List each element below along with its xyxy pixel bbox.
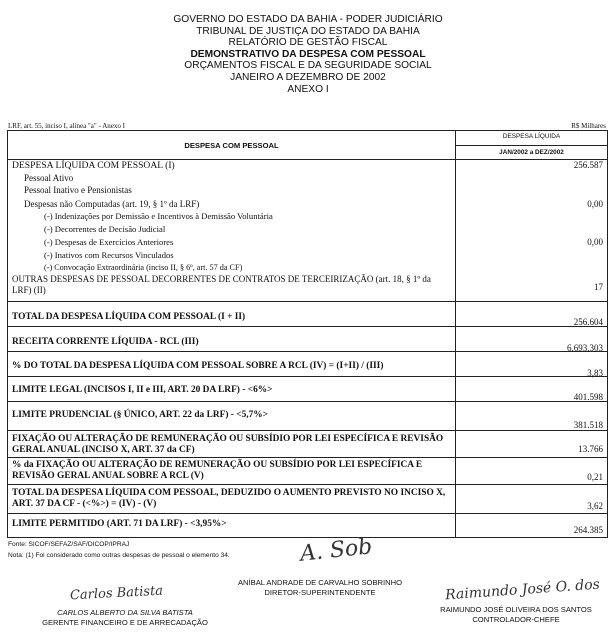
controller-name: RAIMUNDO JOSÉ OLIVEIRA DOS SANTOS <box>440 605 592 614</box>
table-row <box>8 274 607 302</box>
expense-table <box>7 130 608 538</box>
row-label: (-) Indenizações por Demissão e Incentivos à Demissão Voluntária <box>44 211 273 221</box>
director-title: DIRETOR-SUPERINTENDENTE <box>264 587 376 597</box>
column-header-net-expense: DESPESA LÍQUIDA <box>502 133 561 140</box>
row-label: LIMITE PERMITIDO (ART. 71 DA LRF) - <3,95%> <box>12 519 227 529</box>
row-label: Despesas não Computadas (art. 19, § 1º da LRF) <box>24 199 200 209</box>
column-header-period: JAN/2002 a DEZ/2002 <box>456 145 607 160</box>
row-label: TOTAL DA DESPESA LÍQUIDA COM PESSOAL, DEDUZIDO O AUMENTO PREVISTO NO INCISO X, ART. 37 DA CF - (<%>) = (IV) - (V) <box>12 488 446 509</box>
table-row <box>8 514 607 537</box>
row-value: 264.385 <box>573 525 603 535</box>
footnote: Nota: (1) Foi considerado como outras despesas de pessoal o elemento 34. <box>8 552 230 559</box>
row-label: (-) Despesas de Exercícios Anteriores <box>44 237 174 247</box>
report-header <box>0 14 616 95</box>
table-row <box>8 250 607 263</box>
header-line-5: ORÇAMENTOS FISCAL E DA SEGURIDADE SOCIAL <box>184 60 432 72</box>
row-value: 0,00 <box>587 237 603 247</box>
legal-reference: LRF, art. 55, inciso I, alínea "a" - Anexo I <box>8 122 125 130</box>
row-label: % da FIXAÇÃO OU ALTERAÇÃO DE REMUNERAÇÃO OU SUBSÍDIO POR LEI ESPECÍFICA E REVISÃO GERAL ANUAL SOBRE A RCL (V) <box>12 460 423 481</box>
manager-signature: Carlos Batista <box>69 583 164 604</box>
header-line-1: GOVERNO DO ESTADO DA BAHIA - PODER JUDICIÁRIO <box>173 14 443 25</box>
header-line-6: JANEIRO A DEZEMBRO DE 2002 <box>230 71 386 83</box>
row-value: 401.598 <box>573 392 603 402</box>
table-row <box>8 173 607 185</box>
table-row <box>8 458 607 485</box>
row-value: 3,62 <box>587 501 603 511</box>
table-row <box>8 377 607 402</box>
row-value: 3,83 <box>587 368 603 378</box>
table-row <box>8 263 607 274</box>
director-name: ANÍBAL ANDRADE DE CARVALHO SOBRINHO <box>237 578 402 587</box>
director-signature: A. Sob <box>298 534 374 567</box>
header-line-7: ANEXO I <box>287 83 329 95</box>
row-label: TOTAL DA DESPESA LÍQUIDA COM PESSOAL (I + II) <box>12 312 246 322</box>
table-header <box>8 131 607 160</box>
table-row <box>8 302 607 327</box>
row-value: 256.604 <box>573 317 603 327</box>
manager-name: CARLOS ALBERTO DA SILVA BATISTA <box>57 608 193 617</box>
table-row <box>8 211 607 224</box>
manager-signature-block <box>10 608 240 627</box>
currency-unit: R$ Milhares <box>571 122 606 130</box>
row-label: OUTRAS DESPESAS DE PESSOAL DECORRENTES DE CONTRATOS DE TERCEIRIZAÇÃO (art. 18, § 1º da LRF) (II) <box>12 274 431 295</box>
table-row <box>8 402 607 431</box>
column-header-expense: DESPESA COM PESSOAL <box>8 131 456 159</box>
table-row <box>8 159 607 173</box>
table-row <box>8 327 607 352</box>
controller-signature: Raimundo José O. dos <box>444 576 601 604</box>
row-label: DESPESA LÍQUIDA COM PESSOAL (I) <box>12 160 175 171</box>
row-label: Pessoal Inativo e Pensionistas <box>24 185 132 195</box>
row-label: (-) Convocação Extraordinária (inciso II, § 6º, art. 57 da CF) <box>44 263 243 272</box>
controller-title: CONTROLADOR-CHEFE <box>472 614 560 624</box>
row-value: 17 <box>594 282 603 292</box>
row-value: 0,21 <box>587 472 603 482</box>
row-label: (-) Inativos com Recursos Vinculados <box>44 250 174 260</box>
row-value: 6.693.303 <box>567 343 603 353</box>
table-row <box>8 185 607 197</box>
row-value: 256.587 <box>573 160 603 170</box>
controller-signature-block <box>418 605 614 624</box>
row-label: (-) Decorrentes de Decisão Judicial <box>44 224 166 234</box>
row-label: LIMITE PRUDENCIAL (§ ÚNICO, ART. 22 da LRF) - <5,7%> <box>12 410 269 420</box>
header-line-2: TRIBUNAL DE JUSTIÇA DO ESTADO DA BAHIA <box>196 25 420 37</box>
source-note: Fonte: SICOF/SEFAZ/SAF/DICOP/IPRAJ <box>8 541 130 548</box>
table-row <box>8 224 607 237</box>
table-row <box>8 237 607 250</box>
manager-title: GERENTE FINANCEIRO E DE ARRECADAÇÃO <box>42 617 208 627</box>
table-row <box>8 485 607 514</box>
row-value: 13.766 <box>578 444 603 454</box>
row-label: Pessoal Ativo <box>24 173 74 183</box>
table-row <box>8 197 607 211</box>
row-value: 0,00 <box>587 199 603 209</box>
row-label: FIXAÇÃO OU ALTERAÇÃO DE REMUNERAÇÃO OU SUBSÍDIO POR LEI ESPECÍFICA E REVISÃO GERAL ANUAL (INCISO X, ART. 37 da CF) <box>12 434 444 455</box>
row-label: LIMITE LEGAL (INCISOS I, II e III, ART. 20 DA LRF) - <6%> <box>12 385 273 395</box>
table-row <box>8 431 607 458</box>
header-line-3: RELATÓRIO DE GESTÃO FISCAL <box>228 37 388 49</box>
row-label: RECEITA CORRENTE LÍQUIDA - RCL (III) <box>12 337 199 347</box>
table-row <box>8 352 607 377</box>
director-signature-block <box>190 578 450 597</box>
row-label: % DO TOTAL DA DESPESA LÍQUIDA COM PESSOAL SOBRE A RCL (IV) = (I+II) / (III) <box>12 361 384 371</box>
row-value: 381.518 <box>573 420 603 430</box>
header-line-4: DEMONSTRATIVO DA DESPESA COM PESSOAL <box>190 48 426 60</box>
